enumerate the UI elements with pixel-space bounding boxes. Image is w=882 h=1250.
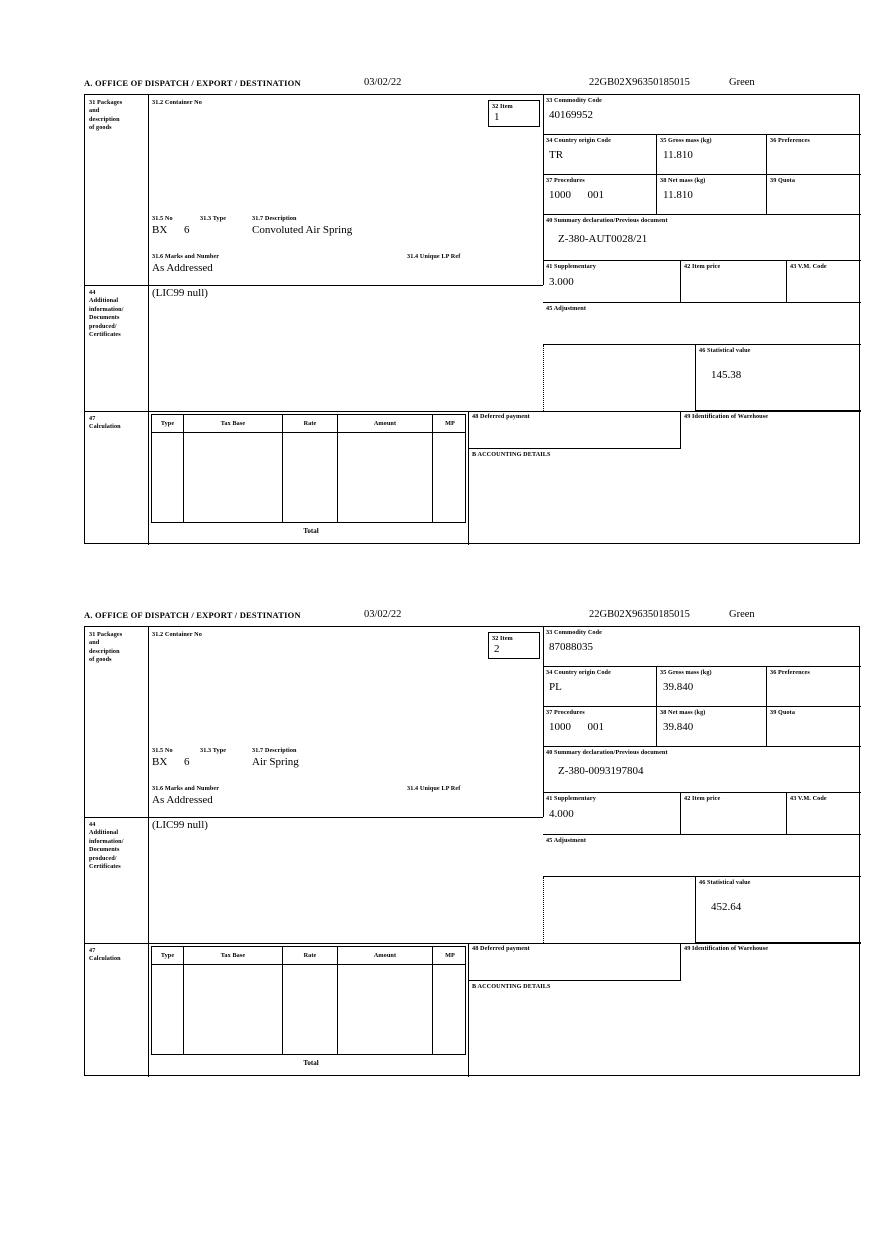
box44-value: (LIC99 null) bbox=[152, 819, 208, 831]
box47-calculation-table bbox=[148, 411, 468, 545]
box31-marks-value: As Addressed bbox=[152, 262, 213, 274]
box31-type-label: 31.3 Type bbox=[200, 215, 227, 222]
box38-value: 39.840 bbox=[663, 720, 694, 733]
box47-col-mp: MP bbox=[432, 415, 467, 434]
box42-item-price bbox=[681, 793, 787, 835]
box32-label: 32 Item bbox=[492, 634, 513, 642]
box31-description-value: Convoluted Air Spring bbox=[252, 224, 353, 236]
box40-value: Z-380-0093197804 bbox=[558, 764, 644, 777]
box37-label: 37 Procedures bbox=[546, 176, 585, 184]
box32-value: 2 bbox=[494, 642, 500, 655]
box47-header-row bbox=[151, 946, 466, 965]
form-header bbox=[84, 610, 862, 626]
box40-label: 40 Summary declaration/Previous document bbox=[546, 216, 668, 224]
box47-vline-2 bbox=[282, 965, 283, 1055]
box48-deferred-payment bbox=[468, 411, 680, 449]
box47-col-rate: Rate bbox=[282, 947, 337, 966]
box38-net-mass bbox=[657, 707, 767, 747]
box41-value: 3.000 bbox=[549, 275, 574, 288]
box39-quota bbox=[767, 707, 861, 747]
box39-quota bbox=[767, 175, 861, 215]
box34-value: TR bbox=[549, 148, 564, 161]
box37-procedures bbox=[543, 707, 657, 747]
box47-vline-3 bbox=[337, 965, 338, 1055]
box43-label: 43 V.M. Code bbox=[790, 794, 827, 802]
box31-lp-ref-label: 31.4 Unique LP Ref bbox=[407, 785, 461, 792]
box31-marks-label: 31.6 Marks and Number bbox=[152, 785, 220, 792]
box45-value bbox=[546, 845, 858, 850]
box36-label: 36 Preferences bbox=[770, 136, 810, 144]
box35-value: 11.810 bbox=[663, 148, 693, 161]
box45-adjustment bbox=[543, 303, 861, 345]
boxB-label: B ACCOUNTING DETAILS bbox=[472, 450, 551, 458]
route-lane: Green bbox=[729, 609, 755, 620]
box45-46-dotted-divider bbox=[543, 877, 544, 943]
box35-value: 39.840 bbox=[663, 680, 694, 693]
box35-gross-mass bbox=[657, 667, 767, 707]
box46-value: 145.38 bbox=[711, 368, 742, 381]
box49-warehouse-id bbox=[680, 411, 861, 449]
box45-adjustment bbox=[543, 835, 861, 877]
box47-header-row bbox=[151, 414, 466, 433]
customs-form-item-2 bbox=[84, 610, 862, 1076]
box39-label: 39 Quota bbox=[770, 708, 796, 716]
box47-col-tax-base: Tax Base bbox=[183, 947, 282, 966]
box33-value: 40169952 bbox=[549, 108, 593, 121]
box47-total-label: Total bbox=[303, 527, 319, 535]
box42-value bbox=[684, 271, 783, 276]
declaration-box bbox=[84, 626, 860, 1076]
boxB-accounting-details bbox=[468, 981, 861, 1077]
box38-net-mass bbox=[657, 175, 767, 215]
box31-marks-label: 31.6 Marks and Number bbox=[152, 253, 220, 260]
office-of-dispatch-label: A. OFFICE OF DISPATCH / EXPORT / DESTINATION bbox=[84, 78, 301, 88]
box31-no-label: 31.5 No bbox=[152, 215, 173, 222]
box49-label: 49 Identification of Warehouse bbox=[684, 944, 769, 952]
route-lane: Green bbox=[729, 77, 755, 88]
box34-label: 34 Country origin Code bbox=[546, 668, 611, 676]
box31-label: 31 Packages and description of goods bbox=[89, 99, 123, 132]
box49-label: 49 Identification of Warehouse bbox=[684, 412, 769, 420]
box47-vline-1 bbox=[183, 965, 184, 1055]
box33-commodity-code bbox=[543, 627, 861, 667]
box31-description-label: 31.7 Description bbox=[252, 747, 297, 754]
box38-label: 38 Net mass (kg) bbox=[660, 708, 706, 716]
box36-preferences bbox=[767, 135, 861, 175]
box36-value bbox=[770, 145, 858, 149]
box31-no-value: BX bbox=[152, 756, 168, 768]
box44-top-rule bbox=[85, 285, 543, 286]
box31-type-label: 31.3 Type bbox=[200, 747, 227, 754]
box47-calculation-table bbox=[148, 943, 468, 1077]
box44-label: 44 Additional information/ Documents produced/ Certificates bbox=[89, 289, 124, 339]
box40-label: 40 Summary declaration/Previous document bbox=[546, 748, 668, 756]
box31-type-value: 6 bbox=[184, 224, 190, 236]
box39-label: 39 Quota bbox=[770, 176, 796, 184]
box44-label: 44 Additional information/ Documents produced/ Certificates bbox=[89, 821, 124, 871]
box43-vm-code bbox=[787, 261, 861, 303]
box47-total-row bbox=[151, 523, 466, 543]
box45-value bbox=[546, 313, 858, 318]
box47-vline-2 bbox=[282, 433, 283, 523]
box33-label: 33 Commodity Code bbox=[546, 628, 603, 636]
box38-label: 38 Net mass (kg) bbox=[660, 176, 706, 184]
box33-commodity-code bbox=[543, 95, 861, 135]
box47-vline-4 bbox=[432, 965, 433, 1055]
box31-type-value: 6 bbox=[184, 756, 190, 768]
box31-description-label: 31.7 Description bbox=[252, 215, 297, 222]
box37-value: 1000 001 bbox=[549, 188, 604, 201]
box37-procedures bbox=[543, 175, 657, 215]
box34-country-origin bbox=[543, 135, 657, 175]
box40-value: Z-380-AUT0028/21 bbox=[558, 232, 648, 245]
box37-label: 37 Procedures bbox=[546, 708, 585, 716]
movement-reference-number: 22GB02X96350185015 bbox=[589, 609, 690, 620]
box31-no-value: BX bbox=[152, 224, 168, 236]
box38-value: 11.810 bbox=[663, 188, 693, 201]
box47-col-amount: Amount bbox=[337, 947, 432, 966]
box45-46-dotted-divider bbox=[543, 345, 544, 411]
box36-value bbox=[770, 677, 858, 681]
box37-value: 1000 001 bbox=[549, 720, 604, 733]
box41-label: 41 Supplementary bbox=[546, 262, 596, 270]
box44-value: (LIC99 null) bbox=[152, 287, 208, 299]
box42-item-price bbox=[681, 261, 787, 303]
box40-previous-document bbox=[543, 215, 861, 261]
box46-label: 46 Statistical value bbox=[699, 346, 751, 354]
box31-marks-value: As Addressed bbox=[152, 794, 213, 806]
box39-value bbox=[770, 717, 858, 721]
box36-preferences bbox=[767, 667, 861, 707]
box44-top-rule bbox=[85, 817, 543, 818]
box48-label: 48 Deferred payment bbox=[472, 944, 530, 952]
boxB-label: B ACCOUNTING DETAILS bbox=[472, 982, 551, 990]
declaration-date: 03/02/22 bbox=[364, 609, 402, 620]
box47-label: 47 Calculation bbox=[89, 415, 121, 431]
box48-label: 48 Deferred payment bbox=[472, 412, 530, 420]
box46-statistical-value bbox=[695, 345, 861, 411]
box31-label: 31 Packages and description of goods bbox=[89, 631, 123, 664]
box35-label: 35 Gross mass (kg) bbox=[660, 136, 712, 144]
box31-lp-ref-label: 31.4 Unique LP Ref bbox=[407, 253, 461, 260]
box49-warehouse-id bbox=[680, 943, 861, 981]
box47-vline-1 bbox=[183, 433, 184, 523]
movement-reference-number: 22GB02X96350185015 bbox=[589, 77, 690, 88]
box46-value: 452.64 bbox=[711, 900, 742, 913]
box45-label: 45 Adjustment bbox=[546, 304, 586, 312]
box39-value bbox=[770, 185, 858, 189]
box47-body bbox=[151, 433, 466, 523]
box31-container-label: 31.2 Container No bbox=[152, 99, 202, 106]
box32-item bbox=[488, 632, 540, 659]
box42-label: 42 Item price bbox=[684, 794, 721, 802]
box34-country-origin bbox=[543, 667, 657, 707]
box35-gross-mass bbox=[657, 135, 767, 175]
box47-col-amount: Amount bbox=[337, 415, 432, 434]
box48-deferred-payment bbox=[468, 943, 680, 981]
box42-label: 42 Item price bbox=[684, 262, 721, 270]
box47-col-rate: Rate bbox=[282, 415, 337, 434]
box31-description-value: Air Spring bbox=[252, 756, 299, 768]
box47-col-mp: MP bbox=[432, 947, 467, 966]
box41-value: 4.000 bbox=[549, 807, 574, 820]
box47-body bbox=[151, 965, 466, 1055]
box42-value bbox=[684, 803, 783, 808]
box43-label: 43 V.M. Code bbox=[790, 262, 827, 270]
box43-vm-code bbox=[787, 793, 861, 835]
box47-total-row bbox=[151, 1055, 466, 1075]
box47-total-label: Total bbox=[303, 1059, 319, 1067]
customs-form-item-1 bbox=[84, 78, 862, 544]
box45-label: 45 Adjustment bbox=[546, 836, 586, 844]
box36-label: 36 Preferences bbox=[770, 668, 810, 676]
box33-label: 33 Commodity Code bbox=[546, 96, 603, 104]
box41-supplementary bbox=[543, 261, 681, 303]
box31-no-label: 31.5 No bbox=[152, 747, 173, 754]
box46-label: 46 Statistical value bbox=[699, 878, 751, 886]
box47-vline-3 bbox=[337, 433, 338, 523]
box41-supplementary bbox=[543, 793, 681, 835]
office-of-dispatch-label: A. OFFICE OF DISPATCH / EXPORT / DESTINATION bbox=[84, 610, 301, 620]
form-header bbox=[84, 78, 862, 94]
box33-value: 87088035 bbox=[549, 640, 593, 653]
box31-container-label: 31.2 Container No bbox=[152, 631, 202, 638]
box32-value: 1 bbox=[494, 110, 500, 123]
box32-item bbox=[488, 100, 540, 127]
declaration-box bbox=[84, 94, 860, 544]
box47-vline-4 bbox=[432, 433, 433, 523]
box47-col-type: Type bbox=[160, 420, 175, 427]
box32-label: 32 Item bbox=[492, 102, 513, 110]
boxB-accounting-details bbox=[468, 449, 861, 545]
box43-value bbox=[790, 271, 858, 276]
box40-previous-document bbox=[543, 747, 861, 793]
box41-label: 41 Supplementary bbox=[546, 794, 596, 802]
box46-statistical-value bbox=[695, 877, 861, 943]
box34-label: 34 Country origin Code bbox=[546, 136, 611, 144]
box47-col-type: Type bbox=[160, 952, 175, 959]
declaration-date: 03/02/22 bbox=[364, 77, 402, 88]
box43-value bbox=[790, 803, 858, 808]
box47-label: 47 Calculation bbox=[89, 947, 121, 963]
box34-value: PL bbox=[549, 680, 562, 693]
box47-col-tax-base: Tax Base bbox=[183, 415, 282, 434]
box35-label: 35 Gross mass (kg) bbox=[660, 668, 712, 676]
